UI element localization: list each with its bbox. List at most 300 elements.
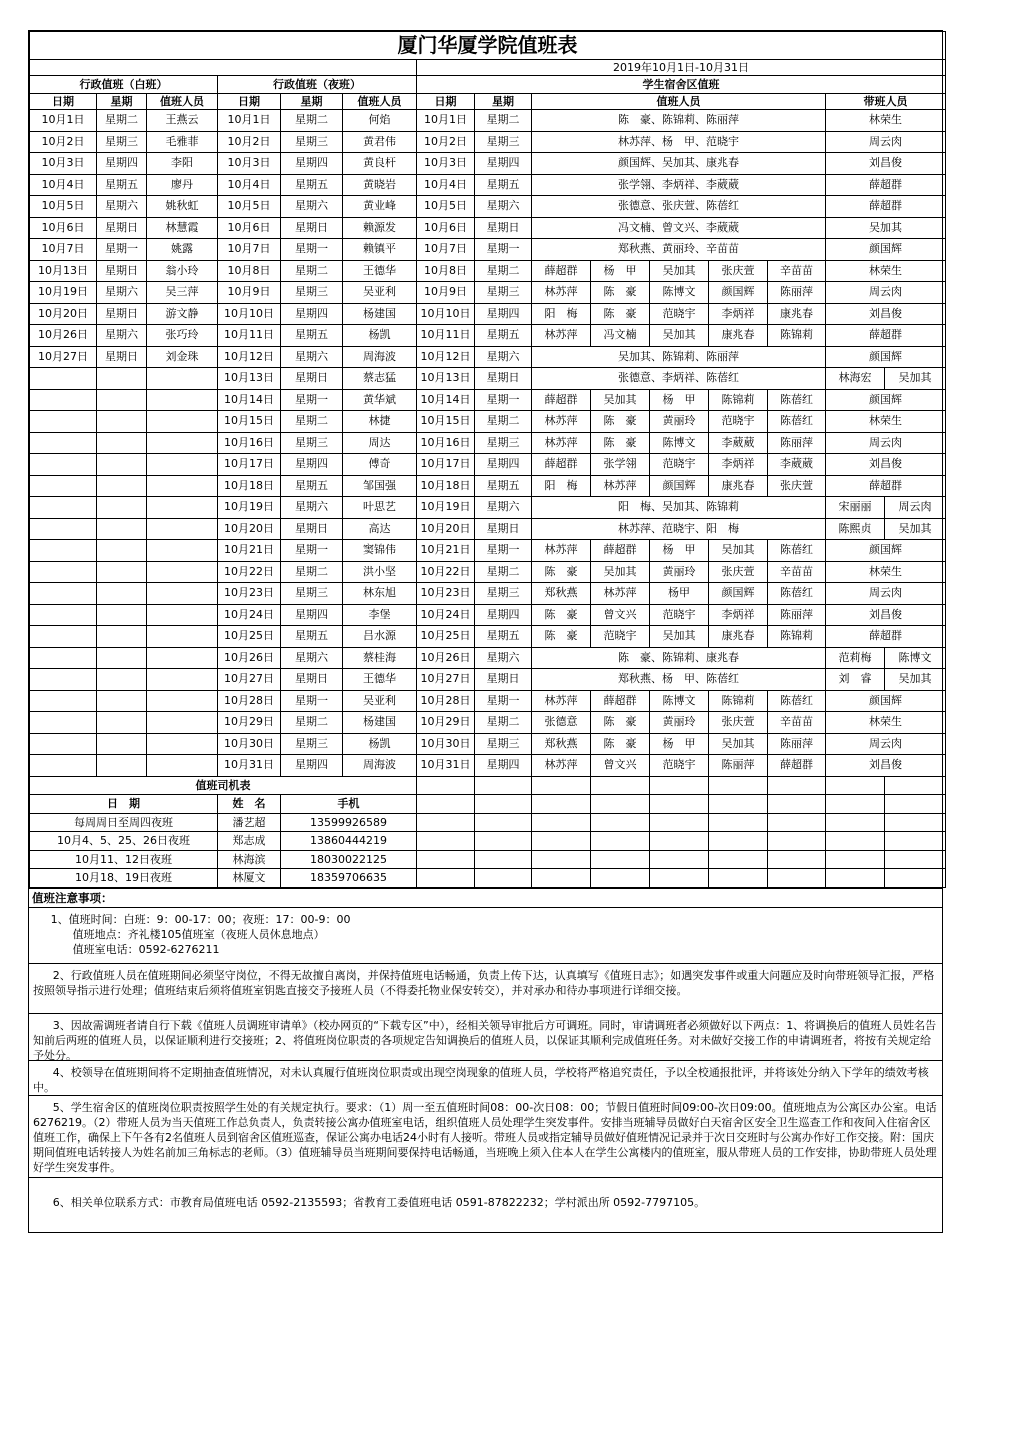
night-date: 10月14日 <box>218 389 281 411</box>
table-cell <box>768 869 826 888</box>
night-staff: 黄业峰 <box>343 196 417 218</box>
night-staff: 周海波 <box>343 755 417 777</box>
table-cell <box>147 497 218 519</box>
table-cell <box>768 813 826 832</box>
dorm-staff-name: 林苏萍 <box>532 690 591 712</box>
dorm-staff-name: 陈博文 <box>650 432 709 454</box>
table-row <box>30 325 946 347</box>
table-cell <box>591 869 650 888</box>
table-row <box>30 454 946 476</box>
table-cell <box>30 454 97 476</box>
dorm-staff-name: 张庆萱 <box>709 260 768 282</box>
dorm-staff-name: 辛苗苗 <box>768 260 826 282</box>
driver-name: 林海滨 <box>218 850 281 869</box>
table-cell <box>768 776 826 795</box>
notes-section <box>29 888 942 1232</box>
table-cell <box>885 813 946 832</box>
night-weekday: 星期六 <box>281 346 343 368</box>
dorm-staff-name: 林苏萍 <box>532 411 591 433</box>
night-staff: 王德华 <box>343 669 417 691</box>
night-weekday: 星期二 <box>281 260 343 282</box>
dorm-staff-name: 陈丽萍 <box>768 432 826 454</box>
table-cell <box>147 669 218 691</box>
driver-date: 10月18、19日夜班 <box>30 869 218 888</box>
driver-row <box>30 813 946 832</box>
driver-row <box>30 869 946 888</box>
day-staff: 林慧霞 <box>147 217 218 239</box>
dorm-staff-list: 张德意、张庆萱、陈蓓红 <box>532 196 826 218</box>
night-staff: 林捷 <box>343 411 417 433</box>
night-date: 10月8日 <box>218 260 281 282</box>
table-cell <box>30 626 97 648</box>
dorm-staff-name: 曾文兴 <box>591 755 650 777</box>
col-date: 日期 <box>30 94 97 110</box>
night-weekday: 星期一 <box>281 540 343 562</box>
night-date: 10月6日 <box>218 217 281 239</box>
table-cell <box>147 540 218 562</box>
dorm-staff-name: 张学翎 <box>591 454 650 476</box>
night-weekday: 星期日 <box>281 217 343 239</box>
table-cell <box>532 813 591 832</box>
table-cell <box>591 832 650 851</box>
leader-name: 周云肉 <box>826 432 946 454</box>
night-weekday: 星期五 <box>281 475 343 497</box>
table-cell <box>417 869 475 888</box>
night-staff: 黄君伟 <box>343 131 417 153</box>
col-weekday: 星期 <box>281 94 343 110</box>
day-weekday: 星期二 <box>97 110 147 132</box>
table-cell <box>417 832 475 851</box>
dorm-staff-name: 陈 豪 <box>591 432 650 454</box>
table-cell <box>532 776 591 795</box>
driver-row <box>30 832 946 851</box>
dorm-staff-list: 阳 梅、吴加其、陈锦莉 <box>532 497 826 519</box>
table-cell <box>475 869 532 888</box>
dorm-date: 10月15日 <box>417 411 475 433</box>
night-staff: 何焰 <box>343 110 417 132</box>
dorm-staff-name: 陈蓓红 <box>768 389 826 411</box>
table-cell <box>885 776 946 795</box>
night-staff: 杨凯 <box>343 325 417 347</box>
table-row <box>30 475 946 497</box>
dorm-staff-name: 黄丽玲 <box>650 411 709 433</box>
dorm-staff-name: 范晓宇 <box>709 411 768 433</box>
leader-name: 颜国辉 <box>826 389 946 411</box>
table-row <box>30 282 946 304</box>
dorm-staff-name: 吴加其 <box>650 626 709 648</box>
dorm-date: 10月19日 <box>417 497 475 519</box>
dorm-weekday: 星期四 <box>475 755 532 777</box>
table-cell <box>30 669 97 691</box>
table-row <box>30 626 946 648</box>
dorm-staff-name: 曾文兴 <box>591 604 650 626</box>
table-cell <box>591 776 650 795</box>
table-cell <box>826 776 885 795</box>
table-row <box>30 690 946 712</box>
night-weekday: 星期日 <box>281 669 343 691</box>
table-cell <box>417 813 475 832</box>
table-cell <box>97 368 147 390</box>
table-cell <box>475 813 532 832</box>
table-cell <box>97 669 147 691</box>
table-cell <box>147 626 218 648</box>
table-cell <box>30 561 97 583</box>
dorm-staff-name: 林苏萍 <box>532 755 591 777</box>
table-row <box>30 518 946 540</box>
dorm-staff-name: 薛超群 <box>591 540 650 562</box>
day-staff: 张巧玲 <box>147 325 218 347</box>
table-cell <box>650 813 709 832</box>
dorm-staff-name: 陈 豪 <box>591 411 650 433</box>
dorm-staff-name: 陈蓓红 <box>768 411 826 433</box>
dorm-staff-name: 薛超群 <box>591 690 650 712</box>
leader-name: 薛超群 <box>826 196 946 218</box>
table-cell <box>532 832 591 851</box>
col-staff: 值班人员 <box>343 94 417 110</box>
dorm-staff-name: 薛超群 <box>532 454 591 476</box>
night-weekday: 星期五 <box>281 626 343 648</box>
day-date: 10月26日 <box>30 325 97 347</box>
table-cell <box>885 869 946 888</box>
table-cell <box>532 869 591 888</box>
table-row <box>30 755 946 777</box>
table-row <box>30 110 946 132</box>
dorm-staff-list: 林苏萍、杨 甲、范晓宇 <box>532 131 826 153</box>
table-cell <box>147 368 218 390</box>
table-cell <box>650 776 709 795</box>
day-date: 10月19日 <box>30 282 97 304</box>
table-cell <box>650 869 709 888</box>
night-staff: 叶思艺 <box>343 497 417 519</box>
dorm-staff-name: 张庆萱 <box>709 561 768 583</box>
dorm-staff-name: 李葳葳 <box>768 454 826 476</box>
night-weekday: 星期一 <box>281 239 343 261</box>
table-cell <box>475 850 532 869</box>
leader-name: 刘昌俊 <box>826 604 946 626</box>
day-weekday: 星期六 <box>97 282 147 304</box>
dorm-staff-name: 吴加其 <box>650 260 709 282</box>
table-cell <box>826 850 885 869</box>
night-weekday: 星期一 <box>281 690 343 712</box>
night-date: 10月4日 <box>218 174 281 196</box>
dorm-staff-name: 陈 豪 <box>532 626 591 648</box>
dorm-staff-name: 颜国辉 <box>709 282 768 304</box>
table-cell <box>30 475 97 497</box>
table-cell <box>532 850 591 869</box>
leader-name: 薛超群 <box>826 325 946 347</box>
night-date: 10月9日 <box>218 282 281 304</box>
leader-name: 吴加其 <box>885 518 946 540</box>
table-cell <box>97 755 147 777</box>
table-row <box>30 583 946 605</box>
table-cell <box>826 869 885 888</box>
driver-date: 每周周日至周四夜班 <box>30 813 218 832</box>
dorm-staff-name: 陈丽萍 <box>768 282 826 304</box>
table-row <box>30 733 946 755</box>
night-weekday: 星期五 <box>281 325 343 347</box>
dorm-weekday: 星期一 <box>475 690 532 712</box>
table-cell <box>30 497 97 519</box>
dorm-weekday: 星期日 <box>475 669 532 691</box>
night-staff: 赖镇平 <box>343 239 417 261</box>
dorm-weekday: 星期二 <box>475 712 532 734</box>
table-cell <box>709 850 768 869</box>
driver-date: 10月4、5、25、26日夜班 <box>30 832 218 851</box>
dorm-staff-name: 康兆春 <box>768 303 826 325</box>
dorm-staff-list: 张学翎、李炳祥、李葳葳 <box>532 174 826 196</box>
table-cell <box>650 795 709 814</box>
leader-name: 林海宏 <box>826 368 885 390</box>
dorm-staff-name: 陈丽萍 <box>768 733 826 755</box>
day-weekday: 星期五 <box>97 174 147 196</box>
day-date: 10月5日 <box>30 196 97 218</box>
night-staff: 周海波 <box>343 346 417 368</box>
night-date: 10月1日 <box>218 110 281 132</box>
dorm-staff-name: 陈锦莉 <box>768 325 826 347</box>
night-weekday: 星期三 <box>281 282 343 304</box>
dorm-date: 10月6日 <box>417 217 475 239</box>
dorm-staff-list: 陈 豪、陈锦莉、陈丽萍 <box>532 110 826 132</box>
dorm-weekday: 星期四 <box>475 604 532 626</box>
driver-phone: 13860444219 <box>281 832 417 851</box>
dorm-date: 10月12日 <box>417 346 475 368</box>
dorm-weekday: 星期日 <box>475 368 532 390</box>
night-weekday: 星期三 <box>281 131 343 153</box>
day-date: 10月2日 <box>30 131 97 153</box>
day-weekday: 星期日 <box>97 346 147 368</box>
night-date: 10月22日 <box>218 561 281 583</box>
table-row <box>30 239 946 261</box>
table-cell <box>97 411 147 433</box>
dorm-staff-name: 陈锦莉 <box>709 389 768 411</box>
table-cell <box>147 561 218 583</box>
table-cell <box>650 832 709 851</box>
table-cell <box>30 583 97 605</box>
night-date: 10月30日 <box>218 733 281 755</box>
day-staff: 姚露 <box>147 239 218 261</box>
night-weekday: 星期日 <box>281 368 343 390</box>
dorm-header: 学生宿舍区值班 <box>417 76 946 94</box>
dorm-weekday: 星期五 <box>475 325 532 347</box>
dorm-weekday: 星期一 <box>475 239 532 261</box>
night-staff: 杨建国 <box>343 712 417 734</box>
night-weekday: 星期三 <box>281 733 343 755</box>
dorm-date: 10月27日 <box>417 669 475 691</box>
driver-row <box>30 850 946 869</box>
dorm-staff-name: 康兆春 <box>709 475 768 497</box>
night-weekday: 星期二 <box>281 561 343 583</box>
table-cell <box>97 497 147 519</box>
leader-name: 薛超群 <box>826 174 946 196</box>
night-weekday: 星期四 <box>281 755 343 777</box>
dorm-date: 10月24日 <box>417 604 475 626</box>
dorm-date: 10月4日 <box>417 174 475 196</box>
table-cell <box>30 604 97 626</box>
table-cell <box>30 411 97 433</box>
night-weekday: 星期四 <box>281 604 343 626</box>
night-staff: 周达 <box>343 432 417 454</box>
dorm-weekday: 星期三 <box>475 733 532 755</box>
dorm-weekday: 星期五 <box>475 174 532 196</box>
night-staff: 杨凯 <box>343 733 417 755</box>
dorm-weekday: 星期四 <box>475 454 532 476</box>
table-cell <box>97 432 147 454</box>
dorm-staff-name: 陈锦莉 <box>768 626 826 648</box>
dorm-date: 10月25日 <box>417 626 475 648</box>
table-cell <box>475 776 532 795</box>
dorm-date: 10月5日 <box>417 196 475 218</box>
dorm-staff-list: 吴加其、陈锦莉、陈丽萍 <box>532 346 826 368</box>
night-staff: 蔡志猛 <box>343 368 417 390</box>
dorm-staff-name: 林苏萍 <box>532 282 591 304</box>
admin-night-header: 行政值班（夜班） <box>218 76 417 94</box>
table-cell <box>147 690 218 712</box>
dorm-staff-name: 陈 豪 <box>591 733 650 755</box>
leader-name: 颜国辉 <box>826 540 946 562</box>
table-cell <box>417 776 475 795</box>
table-cell <box>30 733 97 755</box>
leader-name: 周云肉 <box>826 131 946 153</box>
day-staff: 李阳 <box>147 153 218 175</box>
dorm-staff-name: 陈博文 <box>650 690 709 712</box>
table-cell <box>709 869 768 888</box>
dorm-staff-list: 颜国辉、吴加其、康兆春 <box>532 153 826 175</box>
leader-name: 薛超群 <box>826 475 946 497</box>
col-dorm-staff: 值班人员 <box>532 94 826 110</box>
dorm-staff-name: 林苏萍 <box>532 432 591 454</box>
dorm-staff-name: 杨甲 <box>650 583 709 605</box>
night-date: 10月24日 <box>218 604 281 626</box>
night-date: 10月26日 <box>218 647 281 669</box>
day-weekday: 星期日 <box>97 303 147 325</box>
dorm-staff-name: 郑秋燕 <box>532 583 591 605</box>
table-cell <box>97 690 147 712</box>
table-cell <box>97 540 147 562</box>
night-staff: 吴亚利 <box>343 282 417 304</box>
night-weekday: 星期四 <box>281 153 343 175</box>
table-cell <box>147 389 218 411</box>
dorm-staff-name: 陈丽萍 <box>768 604 826 626</box>
night-date: 10月5日 <box>218 196 281 218</box>
night-date: 10月23日 <box>218 583 281 605</box>
dorm-staff-name: 吴加其 <box>709 540 768 562</box>
dorm-weekday: 星期一 <box>475 389 532 411</box>
night-staff: 黄晓岩 <box>343 174 417 196</box>
table-cell <box>30 755 97 777</box>
driver-name: 郑志成 <box>218 832 281 851</box>
leader-name: 颜国辉 <box>826 690 946 712</box>
table-cell <box>97 561 147 583</box>
dorm-staff-name: 林苏萍 <box>532 540 591 562</box>
dorm-date: 10月1日 <box>417 110 475 132</box>
night-staff: 林东旭 <box>343 583 417 605</box>
leader-name: 周云肉 <box>826 583 946 605</box>
night-weekday: 星期二 <box>281 411 343 433</box>
admin-day-header: 行政值班（白班） <box>30 76 218 94</box>
table-cell <box>709 813 768 832</box>
table-cell <box>147 454 218 476</box>
table-row <box>30 131 946 153</box>
dorm-staff-name: 辛苗苗 <box>768 561 826 583</box>
night-weekday: 星期六 <box>281 647 343 669</box>
night-date: 10月12日 <box>218 346 281 368</box>
night-weekday: 星期四 <box>281 454 343 476</box>
driver-col-name: 姓 名 <box>218 795 281 814</box>
leader-name: 刘昌俊 <box>826 153 946 175</box>
driver-phone: 13599926589 <box>281 813 417 832</box>
dorm-staff-name: 范晓宇 <box>650 604 709 626</box>
night-date: 10月19日 <box>218 497 281 519</box>
driver-table-title: 值班司机表 <box>30 776 417 795</box>
table-cell <box>885 850 946 869</box>
leader-name: 林荣生 <box>826 712 946 734</box>
day-staff: 游文静 <box>147 303 218 325</box>
table-cell <box>147 647 218 669</box>
dorm-staff-list: 郑秋燕、黄丽玲、辛苗苗 <box>532 239 826 261</box>
table-cell <box>475 832 532 851</box>
day-date: 10月1日 <box>30 110 97 132</box>
dorm-staff-name: 范晓宇 <box>650 454 709 476</box>
night-staff: 赖源发 <box>343 217 417 239</box>
dorm-staff-name: 林苏萍 <box>591 583 650 605</box>
dorm-staff-name: 阳 梅 <box>532 475 591 497</box>
day-staff: 吴三萍 <box>147 282 218 304</box>
dorm-staff-list: 冯文楠、曾文兴、李葳葳 <box>532 217 826 239</box>
table-cell <box>30 432 97 454</box>
leader-name: 吴加其 <box>885 669 946 691</box>
dorm-staff-name: 范晓宇 <box>591 626 650 648</box>
note-2: 2、行政值班人员在值班期间必须坚守岗位，不得无故擅自离岗，并保持值班电话畅通，负责上传下达，认真填写《值班日志》；如遇突发事件或重大问题应及时向带班领导汇报，严格按照领导指示进行处理；值班结束后须将值班室钥匙直接交予接班人员（不得委托物业保安转交），并对承办和待办事项进行详细交接。 <box>29 964 942 1014</box>
table-cell <box>97 389 147 411</box>
night-weekday: 星期六 <box>281 196 343 218</box>
dorm-staff-name: 薛超群 <box>768 755 826 777</box>
day-date: 10月27日 <box>30 346 97 368</box>
night-date: 10月15日 <box>218 411 281 433</box>
table-cell <box>826 813 885 832</box>
notes-heading: 值班注意事项： <box>29 889 942 908</box>
table-cell <box>826 832 885 851</box>
night-weekday: 星期日 <box>281 518 343 540</box>
table-row <box>30 712 946 734</box>
night-staff: 邹国强 <box>343 475 417 497</box>
table-cell <box>147 432 218 454</box>
table-cell <box>147 583 218 605</box>
table-cell <box>97 475 147 497</box>
col-weekday: 星期 <box>475 94 532 110</box>
table-cell <box>30 368 97 390</box>
dorm-date: 10月2日 <box>417 131 475 153</box>
night-staff: 洪小坚 <box>343 561 417 583</box>
night-staff: 傅奇 <box>343 454 417 476</box>
table-row <box>30 196 946 218</box>
table-row <box>30 153 946 175</box>
dorm-weekday: 星期六 <box>475 346 532 368</box>
dorm-staff-name: 阳 梅 <box>532 303 591 325</box>
night-weekday: 星期三 <box>281 432 343 454</box>
table-cell <box>768 850 826 869</box>
day-staff: 毛雅菲 <box>147 131 218 153</box>
col-weekday: 星期 <box>97 94 147 110</box>
table-cell <box>147 712 218 734</box>
driver-name: 潘艺超 <box>218 813 281 832</box>
dorm-staff-name: 陈丽萍 <box>709 755 768 777</box>
dorm-staff-name: 张庆萱 <box>709 712 768 734</box>
dorm-staff-list: 张德意、李炳祥、陈蓓红 <box>532 368 826 390</box>
dorm-staff-name: 李葳葳 <box>709 432 768 454</box>
dorm-staff-name: 黄丽玲 <box>650 561 709 583</box>
dorm-staff-name: 林苏萍 <box>532 325 591 347</box>
dorm-date: 10月18日 <box>417 475 475 497</box>
